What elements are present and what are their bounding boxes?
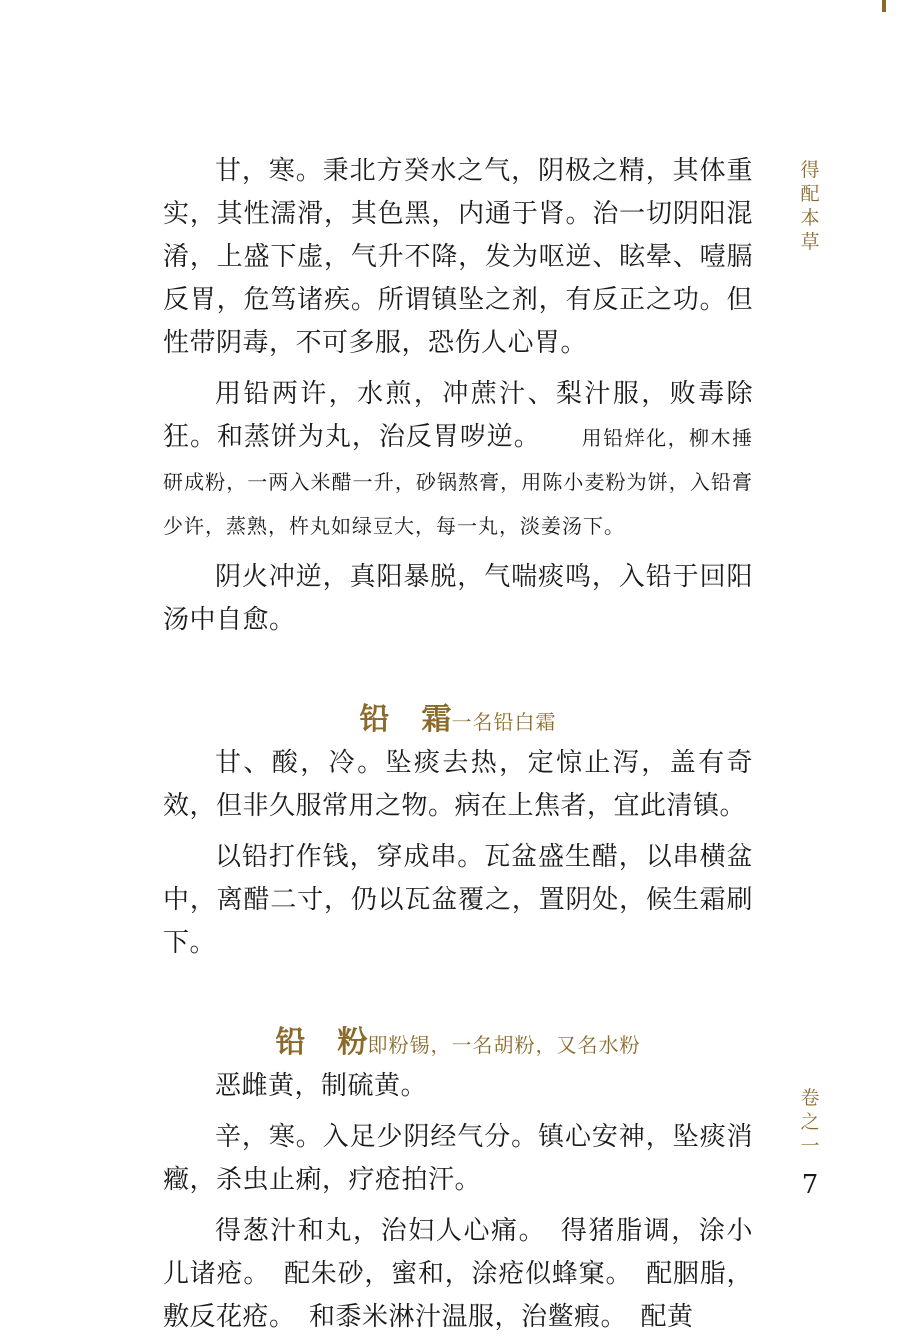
formula-note: 用铅烊化，柳木捶研成粉，一两入米醋一升，砂锅熬膏，用陈小麦粉为饼，入铅膏少许，蒸熟，杵丸如绿豆大，每一丸，淡姜汤下。 <box>163 426 753 538</box>
entry-heading-lead-frost <box>163 700 753 742</box>
heading-alias: 一名铅白霜 <box>451 710 557 734</box>
paragraph-lead-usage: 阴火冲逆，真阳暴脱，气喘痰鸣，入铅于回阳汤中自愈。 <box>163 562 753 635</box>
heading-char-2: 霜 <box>421 702 452 737</box>
running-book-title: 得配本草 <box>800 159 820 253</box>
paragraph-lead-formula <box>163 373 753 548</box>
running-volume-label: 卷之一 <box>800 1087 820 1157</box>
heading-char-1: 铅 <box>275 1025 306 1060</box>
page-number: 7 <box>801 1170 819 1200</box>
corner-tab-mark <box>882 0 886 12</box>
entry-heading-lead-powder <box>163 1023 753 1065</box>
heading-char-1: 铅 <box>359 702 390 737</box>
heading-char-2: 粉 <box>337 1025 368 1060</box>
paragraph-lead-powder-incompat: 恶雌黄，制硫黄。 <box>215 1071 428 1101</box>
paragraph-lead-frost-properties: 甘、酸，冷。坠痰去热，定惊止泻，盖有奇效，但非久服常用之物。病在上焦者，宜此清镇。 <box>163 748 753 821</box>
paragraph-lead-properties: 甘，寒。秉北方癸水之气，阴极之精，其体重实，其性濡滑，其色黑，内通于肾。治一切阴阳混淆，上盛下虚，气升不降，发为呕逆、眩晕、噎膈反胃，危笃诸疾。所谓镇坠之剂，有反正之功。但性带阴毒，不可多服，恐伤人心胃。 <box>163 156 753 358</box>
heading-alias: 即粉锡，一名胡粉，又名水粉 <box>367 1033 641 1057</box>
paragraph-lead-powder-formulas: 得葱汁和丸，治妇人心痛。 得猪脂调，涂小儿诸疮。 配朱砂，蜜和，涂疮似蜂窠。 配胭脂，敷反花疮。 和黍米淋汁温服，治鳖瘕。 配黄 <box>163 1216 753 1332</box>
page-body <box>163 150 753 1339</box>
paragraph-lead-frost-method: 以铅打作钱，穿成串。瓦盆盛生醋，以串横盆中，离醋二寸，仍以瓦盆覆之，置阴处，候生霜刷下。 <box>163 842 753 958</box>
paragraph-lead-powder-properties: 辛，寒。入足少阴经气分。镇心安神，坠痰消癥，杀虫止痢，疗疮拍汗。 <box>163 1122 753 1195</box>
formula-text: 用铅两许，水煎，冲蔗汁、梨汁服，败毒除狂。和蒸饼为丸，治反胃哕逆。 <box>163 379 753 452</box>
